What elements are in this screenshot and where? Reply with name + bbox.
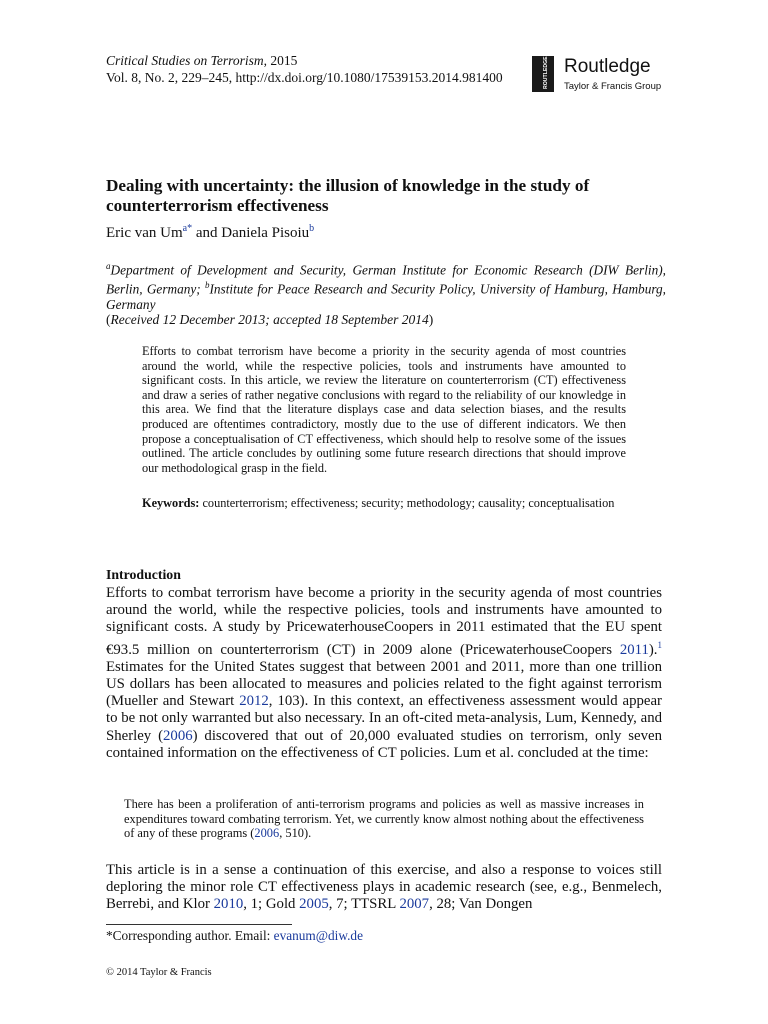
affil-b-sup: b xyxy=(204,279,210,290)
journal-year: , 2015 xyxy=(263,53,298,68)
footnote-ref-1[interactable]: 1 xyxy=(657,639,662,650)
received-open-paren: ( xyxy=(106,312,111,327)
affil-a-sup: a xyxy=(106,261,111,271)
p1-text-b: ). xyxy=(648,641,658,658)
intro-paragraph-2 xyxy=(106,862,662,914)
p1-text-e: ) discovered that out of 20,000 evaluated studies on terrorism, only seven contained information on the effectiveness of CT policies. Lum et al. concluded at the time: xyxy=(106,727,662,761)
journal-header xyxy=(106,52,503,86)
abstract: Efforts to combat terrorism have become a priority in the security agenda of most countries around the world, while the respective policies, tools and instruments have amounted to significant costs. In this article, we review the literature on counterterrorism (CT) effectiveness and draw a series of rather negative conclusions with regard to the reliability of our knowledge in this area. We find that the literature displays case and data selection biases, and the results produced are oftentimes contradictory, mostly due to the use of different indicators. We then propose a conceptualisation of CT effectiveness, which should help to resolve some of the issues outlined. The article concludes by outlining some future research directions that should improve our methodological grasp in the field. xyxy=(142,344,626,475)
p1-text-c: Estimates for the United States suggest that between 2001 and 2011, more than one trillion US dollars has been allocated to measures and policies related to the fight against terrorism (Mueller and Stewart xyxy=(106,658,662,710)
p1-text-d: , 103). In this context, an effectiveness assessment would appear to be not only warranted but also necessary. In an oft-cited meta-analysis, Lum, Kennedy, and Sherley ( xyxy=(106,693,662,744)
publisher-group: Taylor & Francis Group xyxy=(564,81,662,92)
p1-text-a: Efforts to combat terrorism have become a priority in the security agenda of most countries around the world, while the respective policies, tools and instruments have amounted to significant costs. A study by PricewaterhouseCoopers in 2011 estimated that the EU spent €93.5 million on counterterrorism (CT) in 2009 alone (PricewaterhouseCoopers xyxy=(106,585,662,658)
citation-link[interactable]: 2012 xyxy=(239,693,269,710)
p2-text-d: , 28; Van Dongen xyxy=(429,896,533,913)
author-2-affil-sup[interactable]: b xyxy=(309,223,315,234)
citation-link[interactable]: 2007 xyxy=(399,896,430,913)
author-separator: and xyxy=(192,225,222,241)
p2-text-a: This article is in a sense a continuation of this exercise, and also a response to voices still deploring the minor role CT effectiveness plays in academic research (see, e.g., Benmelech, Berrebi, and Klor xyxy=(106,862,662,913)
citation-link[interactable]: 2010 xyxy=(213,896,244,913)
affiliations xyxy=(106,259,666,312)
quote-text-b: , 510). xyxy=(279,826,312,841)
author-1-affil-sup[interactable]: a xyxy=(182,223,188,234)
received-close-paren: ) xyxy=(428,312,434,327)
corresponding-author-note xyxy=(106,928,363,944)
intro-paragraph-1 xyxy=(106,585,662,762)
p2-text-b: , 1; Gold xyxy=(243,896,300,913)
citation-link[interactable]: 2011 xyxy=(619,641,649,658)
citation-link[interactable]: 2005 xyxy=(299,896,329,913)
section-heading-introduction: Introduction xyxy=(106,567,181,582)
citation-line[interactable]: Vol. 8, No. 2, 229–245, http://dx.doi.org/10.1080/17539153.2014.981400 xyxy=(106,70,503,85)
article-title: Dealing with uncertainty: the illusion of knowledge in the study of counterterrorism effectiveness xyxy=(106,176,590,215)
received-dates xyxy=(106,312,433,328)
p2-text-c: , 7; TTSRL xyxy=(328,896,400,913)
email-link[interactable]: evanum@diw.de xyxy=(273,928,363,943)
copyright: © 2014 Taylor & Francis xyxy=(106,967,212,978)
received-text: Received 12 December 2013; accepted 18 September 2014 xyxy=(110,312,429,327)
routledge-logo-icon xyxy=(532,56,554,92)
author-2[interactable]: Daniela Pisoiu xyxy=(221,225,310,241)
logo-vertical-text: ROUTLEDGE xyxy=(543,56,549,89)
keywords-list: counterterrorism; effectiveness; security; methodology; causality; conceptualisation xyxy=(199,496,615,510)
author-1[interactable]: Eric van Um xyxy=(106,225,183,241)
block-quote xyxy=(124,797,644,841)
publisher-logo[interactable] xyxy=(532,50,672,100)
footnote-divider xyxy=(106,924,292,925)
citation-link[interactable]: 2006 xyxy=(163,727,193,744)
citation-link[interactable]: 2006 xyxy=(254,826,280,841)
keywords xyxy=(142,496,626,511)
affil-b: Institute for Peace Research and Security Policy, University of Hamburg, Hamburg, Germany xyxy=(106,281,666,312)
author-line xyxy=(106,223,314,242)
footnote-label: *Corresponding author. Email: xyxy=(106,928,274,943)
journal-name: Critical Studies on Terrorism xyxy=(106,53,264,68)
author-1-star[interactable]: * xyxy=(187,223,193,234)
affil-a: Department of Development and Security, German Institute for Economic Research (DIW Berlin), Berlin, Germany; xyxy=(106,262,666,297)
publisher-brand: Routledge xyxy=(564,56,651,77)
keywords-label: Keywords: xyxy=(142,496,200,510)
quote-text-a: There has been a proliferation of anti-terrorism programs and policies as well as massive increases in expenditures toward combating terrorism. Yet, we currently know almost nothing about the effectiveness of any of these programs ( xyxy=(124,797,644,841)
